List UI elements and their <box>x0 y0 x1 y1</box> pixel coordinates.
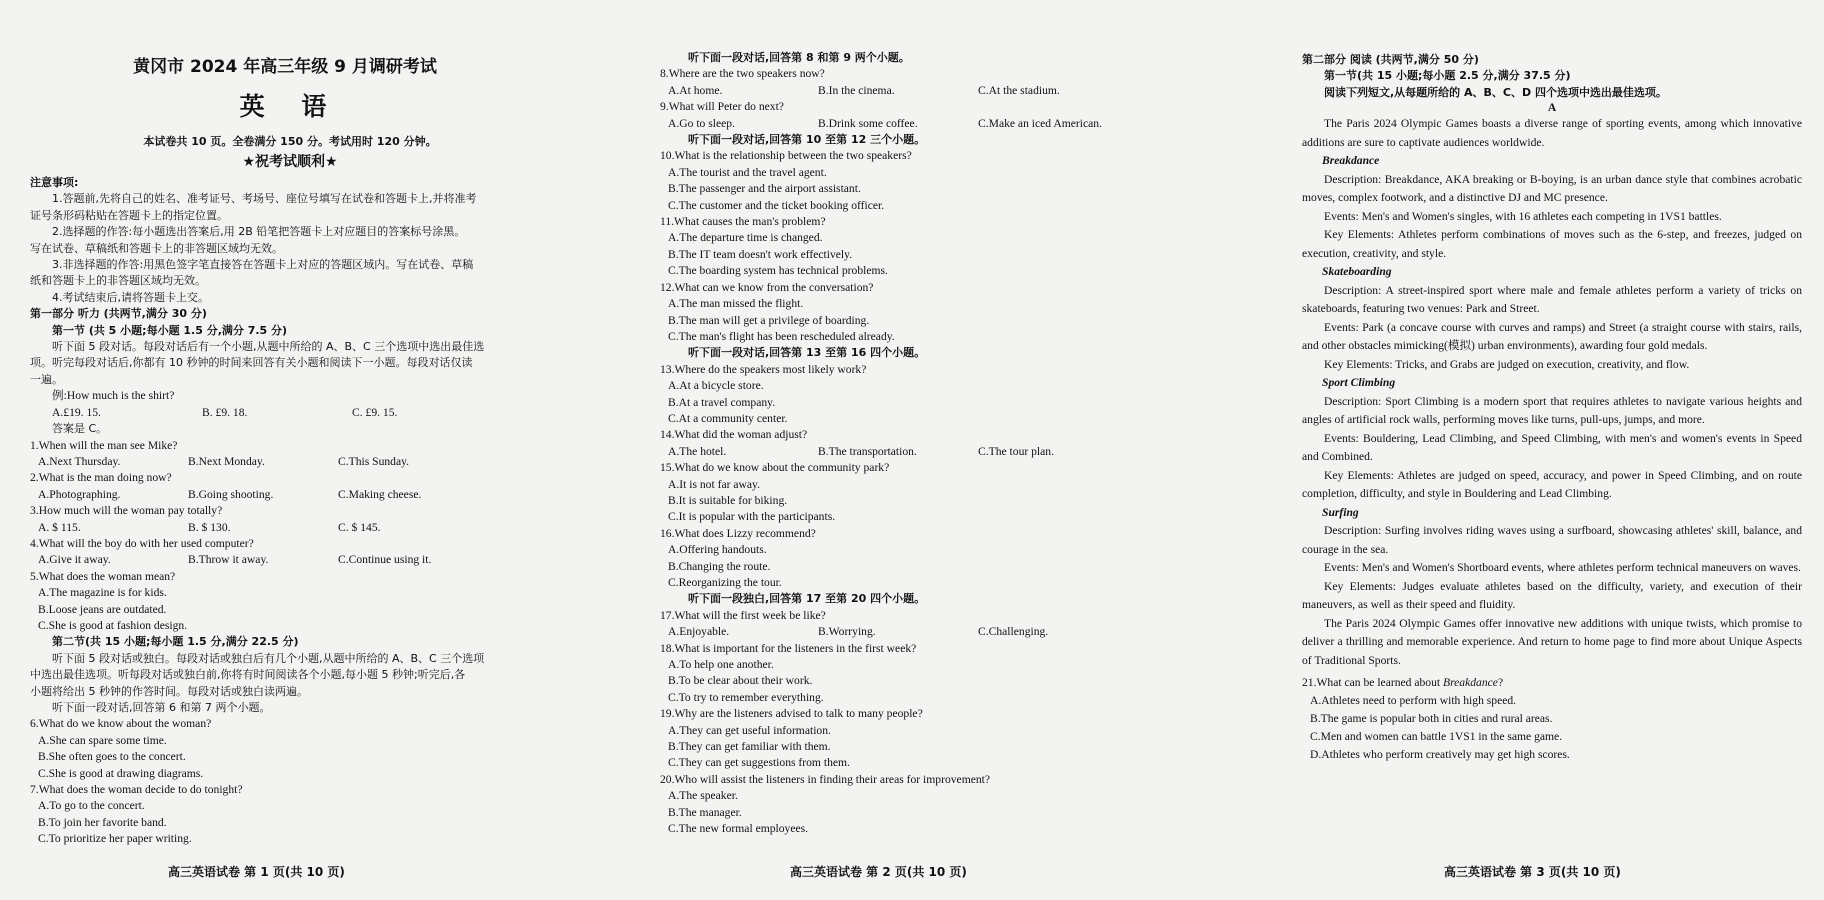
option: A.Offering handouts. <box>668 543 767 557</box>
option: A.It is not far away. <box>668 477 760 491</box>
option: C.Making cheese. <box>338 487 422 501</box>
option: C.She is good at drawing diagrams. <box>38 766 204 780</box>
option: C. £9. 15. <box>352 405 398 419</box>
page-footer: 高三英语试卷 第 3 页(共 10 页) <box>1444 865 1621 879</box>
exam-page-3 <box>1254 0 1824 900</box>
question-options <box>30 520 586 536</box>
option: B. £9. 18. <box>202 405 248 419</box>
option: C.Continue using it. <box>338 553 432 567</box>
option: A.Give it away. <box>38 553 111 567</box>
option: B.Throw it away. <box>188 553 269 567</box>
option: A.The man missed the flight. <box>668 297 804 311</box>
passage-paragraph: Key Elements: Judges evaluate athletes based on the difficulty, variety, and execution of their maneuvers, as well as their speed and fluidity. <box>1302 579 1802 612</box>
exam-page-1 <box>0 0 586 900</box>
passage-paragraph: The Paris 2024 Olympic Games boasts a diverse range of sporting events, among which innovative additions are sure to captivate audiences worldwide. <box>1302 117 1802 149</box>
question: 8.Where are the two speakers now? <box>660 67 825 81</box>
part-heading: 第一部分 听力 (共两节,满分 30 分) <box>30 307 207 321</box>
note-line: 3.非选择题的作答:用黑色签字笔直接答在答题卡上对应的答题区域内。写在试卷、草稿 <box>52 258 474 272</box>
option: A.To go to the concert. <box>38 799 145 813</box>
question <box>1302 674 1824 692</box>
option: B.To join her favorite band. <box>38 815 167 829</box>
option: A.Go to sleep. <box>668 116 735 130</box>
option: D.Athletes who perform creatively may get high scores. <box>1310 748 1570 762</box>
question: 7.What does the woman decide to do tonight? <box>30 783 243 797</box>
option: A.The departure time is changed. <box>668 231 823 245</box>
question: 17.What will the first week be like? <box>660 608 826 622</box>
option: B.In the cinema. <box>818 83 895 97</box>
passage-paragraph: Key Elements: Athletes are judged on speed, accuracy, and power in Speed Climbing, and on route completion, difficulty, and style in Bouldering and Lead Climbing. <box>1302 468 1802 501</box>
option: C.At the stadium. <box>978 83 1060 97</box>
question-options <box>660 624 1220 640</box>
option: C.To prioritize her paper writing. <box>38 832 192 846</box>
option: B.At a travel company. <box>668 395 776 409</box>
directions-line: 阅读下列短文,从每题所给的 A、B、C、D 四个选项中选出最佳选项。 <box>1324 85 1667 99</box>
question: 5.What does the woman mean? <box>30 569 176 583</box>
option: A.To help one another. <box>668 658 774 672</box>
passage-subheading: Sport Climbing <box>1322 376 1396 390</box>
passage-subheading: Surfing <box>1322 505 1359 519</box>
listening-instruction: 听下面一段对话,回答第 10 至第 12 三个小题。 <box>688 133 926 147</box>
question: 16.What does Lizzy recommend? <box>660 526 816 540</box>
note-line: 1.答题前,先将自己的姓名、准考证号、考场号、座位号填写在试卷和答题卡上,并将准考 <box>52 192 477 206</box>
passage-paragraph: Description: Surfing involves riding waves using a surfboard, showcasing athletes' skill, balance, and courage in the sea. <box>1302 524 1802 556</box>
option: A.At a bicycle store. <box>668 379 764 393</box>
option: A.She can spare some time. <box>38 733 167 747</box>
passage-letter: A <box>1547 101 1557 115</box>
option: C. $ 145. <box>338 520 381 534</box>
option: A.The speaker. <box>668 789 738 803</box>
question-options <box>30 487 586 503</box>
question-options <box>660 116 1220 132</box>
question: 9.What will Peter do next? <box>660 100 784 114</box>
question: 12.What can we know from the conversation? <box>660 280 874 294</box>
question: 20.Who will assist the listeners in finding their areas for improvement? <box>660 772 991 786</box>
option: A.£19. 15. <box>52 405 101 419</box>
option: C.The boarding system has technical problems. <box>668 264 888 278</box>
question: 18.What is important for the listeners in the first week? <box>660 641 917 655</box>
question: 3.How much will the woman pay totally? <box>30 504 223 518</box>
listening-instruction: 听下面一段对话,回答第 8 和第 9 两个小题。 <box>688 51 910 64</box>
option: C.This Sunday. <box>338 454 410 468</box>
question-options <box>660 83 1220 99</box>
question-mark: ? <box>1497 676 1504 690</box>
section-heading: 第二节(共 15 小题;每小题 1.5 分,满分 22.5 分) <box>52 635 299 649</box>
directions-line: 一遍。 <box>30 372 63 386</box>
passage-paragraph: Events: Men's and Women's singles, with 16 athletes each competing in 1VS1 battles. <box>1324 209 1722 223</box>
option: B.The passenger and the airport assistant. <box>668 182 861 196</box>
notes-header: 注意事项: <box>30 176 79 189</box>
option: B.Next Monday. <box>188 454 265 468</box>
question: 11.What causes the man's problem? <box>660 215 826 229</box>
question-options <box>30 552 586 568</box>
option: A.Next Thursday. <box>38 454 121 468</box>
option: A.At home. <box>668 83 723 97</box>
example-question: 例:How much is the shirt? <box>52 389 175 403</box>
option: C.To try to remember everything. <box>668 690 824 704</box>
option: C.The customer and the ticket booking officer. <box>668 198 885 212</box>
option: B.Drink some coffee. <box>818 116 918 130</box>
directions-line: 项。听完每段对话后,你都有 10 秒钟的时间来回答有关小题和阅读下一小题。每段对话仅读 <box>30 356 473 370</box>
question-options <box>660 444 1220 460</box>
listening-instruction: 听下面一段对话,回答第 13 至第 16 四个小题。 <box>688 346 926 360</box>
option: C.Challenging. <box>978 625 1049 639</box>
question: 6.What do we know about the woman? <box>30 717 212 731</box>
section-heading: 第一节(共 15 小题;每小题 2.5 分,满分 37.5 分) <box>1324 69 1571 83</box>
passage-paragraph: Events: Park (a concave course with curves and ramps) and Street (a straight course with stairs, rails, and other obstacles mimicking(模拟) urban environments), awarding four gold medals. <box>1302 320 1802 353</box>
passage-subheading: Breakdance <box>1322 154 1380 168</box>
listening-instruction: 听下面一段对话,回答第 6 和第 7 两个小题。 <box>52 701 271 714</box>
option: B.The man will get a privilege of boarding. <box>668 313 870 327</box>
option: C.Make an iced American. <box>978 116 1102 130</box>
passage-paragraph: Events: Bouldering, Lead Climbing, and Speed Climbing, with men's and women's events in Speed and Combined. <box>1302 431 1802 464</box>
passage-subheading: Skateboarding <box>1322 265 1392 279</box>
passage-paragraph: Description: Sport Climbing is a modern sport that requires athletes to navigate various heights and angles of artificial rock walls, performing moves like turns, pull-ups, jumps, and more. <box>1302 394 1802 427</box>
listening-instruction: 听下面一段独白,回答第 17 至第 20 四个小题。 <box>688 592 926 606</box>
option: A.Athletes need to perform with high speed. <box>1310 694 1517 708</box>
option: C.The man's flight has been rescheduled already. <box>668 329 895 343</box>
option: B. $ 130. <box>188 520 231 534</box>
option: C.At a community center. <box>668 411 788 425</box>
option: B.The game is popular both in cities and rural areas. <box>1310 712 1553 726</box>
option: A.Enjoyable. <box>668 625 730 639</box>
option: A.They can get useful information. <box>668 723 831 737</box>
note-line: 4.考试结束后,请将答题卡上交。 <box>52 290 209 304</box>
option: B.The IT team doesn't work effectively. <box>668 247 853 261</box>
directions-line: 听下面 5 段对话。每段对话后有一个小题,从题中所给的 A、B、C 三个选项中选出最佳选 <box>52 340 485 354</box>
subject-title: 英 语 <box>239 92 341 121</box>
passage-paragraph: Key Elements: Tricks, and Grabs are judged on execution, creativity, and flow. <box>1324 357 1690 371</box>
option: B.They can get familiar with them. <box>668 740 831 754</box>
question: 10.What is the relationship between the two speakers? <box>660 149 912 163</box>
question: 19.Why are the listeners advised to talk to many people? <box>660 707 923 721</box>
option: B.It is suitable for biking. <box>668 493 788 507</box>
option: A. $ 115. <box>38 520 81 534</box>
option: B.She often goes to the concert. <box>38 750 186 764</box>
note-line: 2.选择题的作答:每小题选出答案后,用 2B 铅笔把答题卡上对应题目的答案标号涂黑。 <box>52 225 466 239</box>
note-line: 写在试卷、草稿纸和答题卡上的非答题区域均无效。 <box>30 241 283 255</box>
option: C.It is popular with the participants. <box>668 510 836 524</box>
exam-info: 本试卷共 10 页。全卷满分 150 分。考试用时 120 分钟。 <box>143 135 437 148</box>
option: C.She is good at fashion design. <box>38 618 188 632</box>
question: 4.What will the boy do with her used computer? <box>30 536 254 550</box>
option: C.The new formal employees. <box>668 822 809 836</box>
option: B.To be clear about their work. <box>668 674 813 688</box>
option: C.They can get suggestions from them. <box>668 756 850 770</box>
option: B.The transportation. <box>818 444 917 458</box>
good-luck-banner: ★祝考试顺利★ <box>242 154 338 170</box>
option: A.The magazine is for kids. <box>38 586 167 600</box>
example-answer: 答案是 C。 <box>52 422 108 436</box>
question: 14.What did the woman adjust? <box>660 428 808 442</box>
option: B.Worrying. <box>818 625 876 639</box>
option: C.Men and women can battle 1VS1 in the same game. <box>1310 730 1563 744</box>
directions-line: 小题将给出 5 秒钟的作答时间。每段对话或独白读两遍。 <box>30 684 308 698</box>
question-emphasis: Breakdance <box>1443 676 1498 690</box>
option: A.The hotel. <box>668 444 727 458</box>
page-footer: 高三英语试卷 第 1 页(共 10 页) <box>168 865 345 879</box>
option: B.Loose jeans are outdated. <box>38 602 167 616</box>
question: 2.What is the man doing now? <box>30 471 172 485</box>
passage-paragraph: Events: Men's and Women's Shortboard events, where athletes perform technical maneuvers on waves. <box>1324 561 1801 575</box>
part-heading: 第二部分 阅读 (共两节,满分 50 分) <box>1302 53 1479 66</box>
passage-paragraph: Description: Breakdance, AKA breaking or B-boying, is an urban dance style that combines acrobatic moves, complex footwork, and a distinctive DJ and MC presence. <box>1302 172 1802 205</box>
directions-line: 中选出最佳选项。听每段对话或独白前,你将有时间阅读各个小题,每小题 5 秒钟;听完后,各 <box>30 668 466 682</box>
question: 15.What do we know about the community park? <box>660 461 890 475</box>
option: B.The manager. <box>668 805 742 819</box>
page-footer: 高三英语试卷 第 2 页(共 10 页) <box>790 865 967 879</box>
question-options <box>30 454 586 470</box>
option: C.Reorganizing the tour. <box>668 576 782 589</box>
note-line: 证号条形码粘贴在答题卡上的指定位置。 <box>30 208 228 222</box>
section-heading: 第一节 (共 5 小题;每小题 1.5 分,满分 7.5 分) <box>52 323 288 337</box>
option: B.Going shooting. <box>188 487 274 501</box>
option: A.The tourist and the travel agent. <box>668 165 827 179</box>
note-line: 纸和答题卡上的非答题区域均无效。 <box>30 274 206 288</box>
option: C.The tour plan. <box>978 444 1054 458</box>
example-options <box>30 405 586 421</box>
passage-paragraph: The Paris 2024 Olympic Games offer innovative new additions with unique twists, which promise to deliver a thrilling and memorable experience. And return to home page to find more about Unique Aspects of Traditional Sports. <box>1302 616 1802 667</box>
question: 13.Where do the speakers most likely work? <box>660 362 867 376</box>
question-text: 21.What can be learned about <box>1302 676 1443 690</box>
question: 1.When will the man see Mike? <box>30 438 178 452</box>
exam-title: 黄冈市 2024 年高三年级 9 月调研考试 <box>133 57 437 77</box>
passage-paragraph: Key Elements: Athletes perform combinations of moves such as the 6-step, and freezes, judged on execution, creativity, and style. <box>1302 228 1802 260</box>
option: B.Changing the route. <box>668 559 771 573</box>
exam-page-2 <box>620 0 1220 900</box>
option: A.Photographing. <box>38 487 121 501</box>
directions-line: 听下面 5 段对话或独白。每段对话或独白后有几个小题,从题中所给的 A、B、C 三个选项 <box>52 651 485 665</box>
passage-paragraph: Description: A street-inspired sport where male and female athletes perform a variety of tricks on skateboards, featuring two venues: Park and Street. <box>1302 283 1802 316</box>
